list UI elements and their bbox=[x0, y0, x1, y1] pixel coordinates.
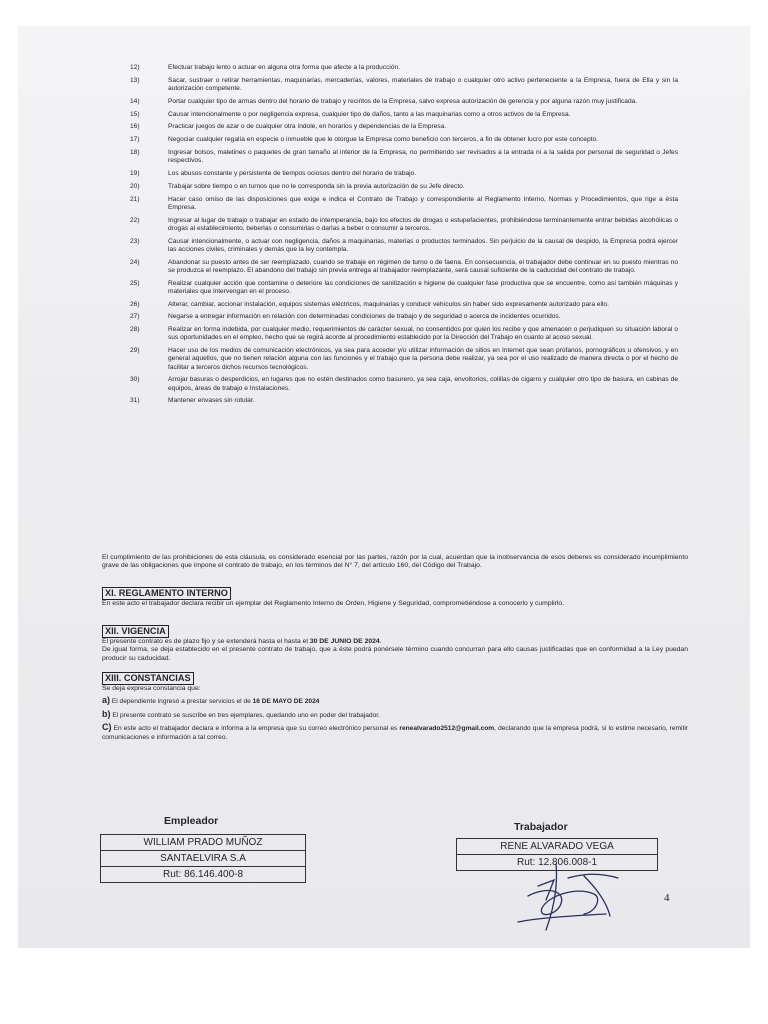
prohibition-number: 29) bbox=[130, 347, 140, 355]
section-xii bbox=[102, 625, 688, 663]
prohibition-text: Sacar, sustraer o retirar herramientas, maquinarias, mercaderías, valores, materiales de trabajo o cualquier otro activo perteneciente a la Empresa, fuera de Ella y sin la autorización competente. bbox=[168, 76, 678, 92]
prohibition-number: 17) bbox=[130, 136, 140, 144]
constancia-c: C) En este acto el trabajador declara e informa a la empresa que su correo electrónico personal es renealvarado2512@gmail.com, declarando que la empresa podrá, si lo estime necesario, remitir comunicaciones e información a tal correo. bbox=[102, 722, 688, 741]
prohibition-item bbox=[130, 259, 678, 275]
prohibition-text: Causar intencionalmente o por negligencia expresa, cualquier tipo de daños, tanto a las maquinarias como a otros activos de la Empresa. bbox=[168, 110, 571, 118]
prohibition-item bbox=[130, 98, 678, 106]
closing-paragraph bbox=[102, 554, 688, 571]
prohibition-text: Negarse a entregar información en relación con determinadas condiciones de trabajo y de seguridad o acerca de incidentes ocurridos. bbox=[168, 313, 561, 321]
prohibition-number: 31) bbox=[130, 397, 140, 405]
prohibition-text: Efectuar trabajo lento o actuar en alguna otra forma que afecte a la producción. bbox=[168, 64, 401, 71]
prohibition-text: Mantener envases sin rotular. bbox=[168, 397, 255, 405]
prohibition-text: Hacer caso omiso de las disposiciones que exige e indica el Contrato de Trabajo y correspondiente al Reglamento Interno, Normas y Procedimientos, que rige a ésta Empresa. bbox=[168, 195, 678, 211]
prohibition-text: Ingresar al lugar de trabajo o trabajar en estado de intemperancia, bajo los efectos de drogas o estupefacientes, prohibiéndose terminantemente entrar bebidas alcohólicas o drogas al establecimiento, beberlas o consumirlas o darlas a beber o consumir a terceros. bbox=[168, 216, 678, 232]
section-xiii-intro: Se deja expresa constancia que: bbox=[102, 685, 201, 692]
prohibition-text: Practicar juegos de azar o de cualquier otra índole, en horarios y dependencias de la Empresa. bbox=[168, 123, 447, 131]
page-number: 4 bbox=[664, 892, 670, 904]
prohibition-number: 23) bbox=[130, 237, 140, 245]
prohibition-text: Los abusos constante y persistente de tiempos ociosos dentro del horario de trabajo. bbox=[168, 169, 417, 177]
prohibition-number: 26) bbox=[130, 300, 140, 308]
prohibition-item bbox=[130, 77, 678, 93]
prohibition-text: Trabajar sobre tiempo o en turnos que no le corresponda sin la previa autorización de su Jefe directo. bbox=[168, 182, 465, 190]
prohibition-text: Realizar cualquier acción que contamine o deteriore las condiciones de sanitización e higiene de cualquier fase productiva que se encuentre, como así también máquinas y materiales que intervengan en el proceso. bbox=[168, 279, 678, 295]
prohibition-number: 24) bbox=[130, 258, 140, 266]
prohibition-number: 22) bbox=[130, 216, 140, 224]
prohibition-text: Alterar, cambiar, accionar instalación, equipos sistemas eléctricos, maquinarias y conducir vehículos sin haber sido expresamente autorizado para ello. bbox=[168, 300, 609, 308]
section-xi bbox=[102, 587, 688, 608]
section-xii-heading: XII. VIGENCIA bbox=[102, 625, 169, 638]
prohibition-number: 21) bbox=[130, 195, 140, 203]
section-xi-text: En este acto el trabajador declara recibir un ejemplar del Reglamento Interno de Orden, Higiene y Seguridad, comprometiéndose a conocerlo y cumplirlo. bbox=[102, 600, 565, 607]
prohibition-number: 20) bbox=[130, 182, 140, 190]
worker-signature bbox=[498, 856, 638, 936]
prohibition-item bbox=[130, 149, 678, 165]
constancia-b: b) El presente contrato se suscribe en tres ejemplares, quedando uno en poder del trabajador. bbox=[102, 708, 380, 719]
start-date: 16 DE MAYO DE 2024 bbox=[252, 698, 320, 706]
prohibition-item bbox=[130, 280, 678, 296]
prohibition-number: 13) bbox=[130, 76, 140, 84]
employer-title: Empleador bbox=[164, 815, 219, 827]
contract-page bbox=[18, 26, 750, 948]
section-xiii-heading: XIII. CONSTANCIAS bbox=[102, 672, 194, 685]
prohibition-item bbox=[130, 326, 678, 342]
prohibition-item bbox=[130, 183, 678, 191]
prohibition-text: Abandonar su puesto antes de ser reemplazado, cuando se trabaje en régimen de turno o de faena. En consecuencia, el trabajador debe continuar en su puesto mientras no se produzca el reemplazo. El abandono del trabajo sin previa entrega al trabajador reemplazante, será causal suficiente de la caducidad del contrato de trabajo. bbox=[168, 258, 678, 274]
prohibitions-list bbox=[130, 64, 678, 410]
employer-name: WILLIAM PRADO MUÑOZ bbox=[101, 835, 306, 851]
end-date: 30 DE JUNIO DE 2024 bbox=[309, 638, 380, 645]
prohibition-number: 30) bbox=[130, 376, 140, 384]
prohibition-number: 12) bbox=[130, 64, 140, 71]
prohibition-text: Arrojar basuras o desperdicios, en lugares que no estén destinados como basurero, ya sea caja, envoltorios, colillas de cigarro y cualquier otro tipo de basura, en cabinas de equipos, áreas de trabajo e Instalaciones. bbox=[168, 376, 678, 392]
worker-title: Trabajador bbox=[514, 821, 568, 833]
prohibition-number: 18) bbox=[130, 148, 140, 156]
prohibition-item bbox=[130, 217, 678, 233]
worker-email: renealvarado2512@gmail.com bbox=[399, 725, 495, 733]
prohibition-number: 27) bbox=[130, 313, 140, 321]
worker-name: RENE ALVARADO VEGA bbox=[457, 839, 658, 855]
prohibition-number: 16) bbox=[130, 123, 140, 131]
prohibition-number: 28) bbox=[130, 326, 140, 334]
prohibition-text: Negociar cualquier regalía en especie o inmueble que le otorgue la Empresa como beneficio con terceros, a fin de obtener lucro por este concepto. bbox=[168, 136, 598, 144]
constancia-a: a) El dependiente ingresó a prestar servicios el de 16 DE MAYO DE 2024 bbox=[102, 695, 320, 706]
prohibition-item bbox=[130, 111, 678, 119]
document-photo bbox=[18, 26, 750, 948]
section-xi-heading: XI. REGLAMENTO INTERNO bbox=[102, 587, 231, 600]
prohibition-text: Hacer uso de los medios de comunicación electrónicos, ya sea para acceder y/o utilizar información de sitios en Internet que sean profanos, pornográficos u ofensivos, y en general aquellos, que no tienen relación alguna con las funciones y el trabajo que la persona debe realizar, ya sea por el uso realizado de manera directa o por el hecho de facilitar a terceros dichos recursos tecnológicos. bbox=[168, 347, 678, 371]
worker-rut: Rut: 12.806.008-1 bbox=[457, 855, 658, 871]
prohibition-number: 14) bbox=[130, 97, 140, 105]
closing-text: El cumplimiento de las prohibiciones de esta cláusula, es considerado esencial por las partes, razón por la cual, acuerdan que la inobservancia de esos deberes es considerado incumplimiento grave de las obligaciones que impone el contrato de trabajo, en los términos del N° 7, del artículo 160, del Código del Trabajo. bbox=[102, 554, 688, 570]
section-xii-text: El presente contrato es de plazo fijo y se extenderá hasta el hasta el 30 DE JUNIO DE 2024. bbox=[102, 638, 382, 645]
prohibition-item bbox=[130, 376, 678, 392]
prohibition-item bbox=[130, 347, 678, 372]
prohibition-number: 25) bbox=[130, 279, 140, 287]
prohibition-item bbox=[130, 123, 678, 131]
prohibition-text: Portar cualquier tipo de armas dentro del horario de trabajo y recintos de la Empresa, salvo expresa autorización de gerencia y por alguna razón muy justificada. bbox=[168, 97, 638, 105]
prohibition-item bbox=[130, 196, 678, 212]
prohibition-text: Ingresar bolsos, maletines o paquetes de gran tamaño al interior de la Empresa, no permitiendo ser revisados a la entrada ni a la salida por personal de seguridad o Jefes respectivos. bbox=[168, 148, 678, 165]
prohibition-item bbox=[130, 136, 678, 144]
employer-company: SANTAELVIRA S.A bbox=[101, 851, 306, 867]
prohibition-item bbox=[130, 301, 678, 309]
prohibition-text: Realizar en forma indebida, por cualquier medio, requerimientos de carácter sexual, no consentidos por quien los recibe y que amenacen o perjudiquen su situación laboral o sus oportunidades en el empleo, hecho que se regirá acorde al procedimiento establecido por la Dirección del Trabajo en cuanto al acoso sexual. bbox=[168, 326, 678, 342]
employer-signature-table bbox=[100, 834, 306, 883]
prohibition-number: 15) bbox=[130, 110, 140, 118]
section-xiii bbox=[102, 672, 688, 742]
prohibition-item bbox=[130, 64, 678, 72]
section-xii-text2: De igual forma, se deja establecido en el presente contrato de trabajo, que a éste podrá ponérsele término cuando concurran para ello causas justificadas que en conformidad a la Ley puedan producir su caducidad. bbox=[102, 646, 688, 662]
prohibition-text: Causar intencionalmente, o actuar con negligencia, daños a maquinarias, materias o productos terminados. Sin perjuicio de la causal de despido, la Empresa podrá ejercer las acciones civiles, criminales y demás que la ley contempla. bbox=[168, 237, 678, 253]
prohibition-item bbox=[130, 397, 678, 405]
prohibition-item bbox=[130, 313, 678, 321]
prohibition-item bbox=[130, 170, 678, 178]
prohibition-item bbox=[130, 238, 678, 254]
prohibition-number: 19) bbox=[130, 169, 140, 177]
employer-rut: Rut: 86.146.400-8 bbox=[101, 867, 306, 883]
